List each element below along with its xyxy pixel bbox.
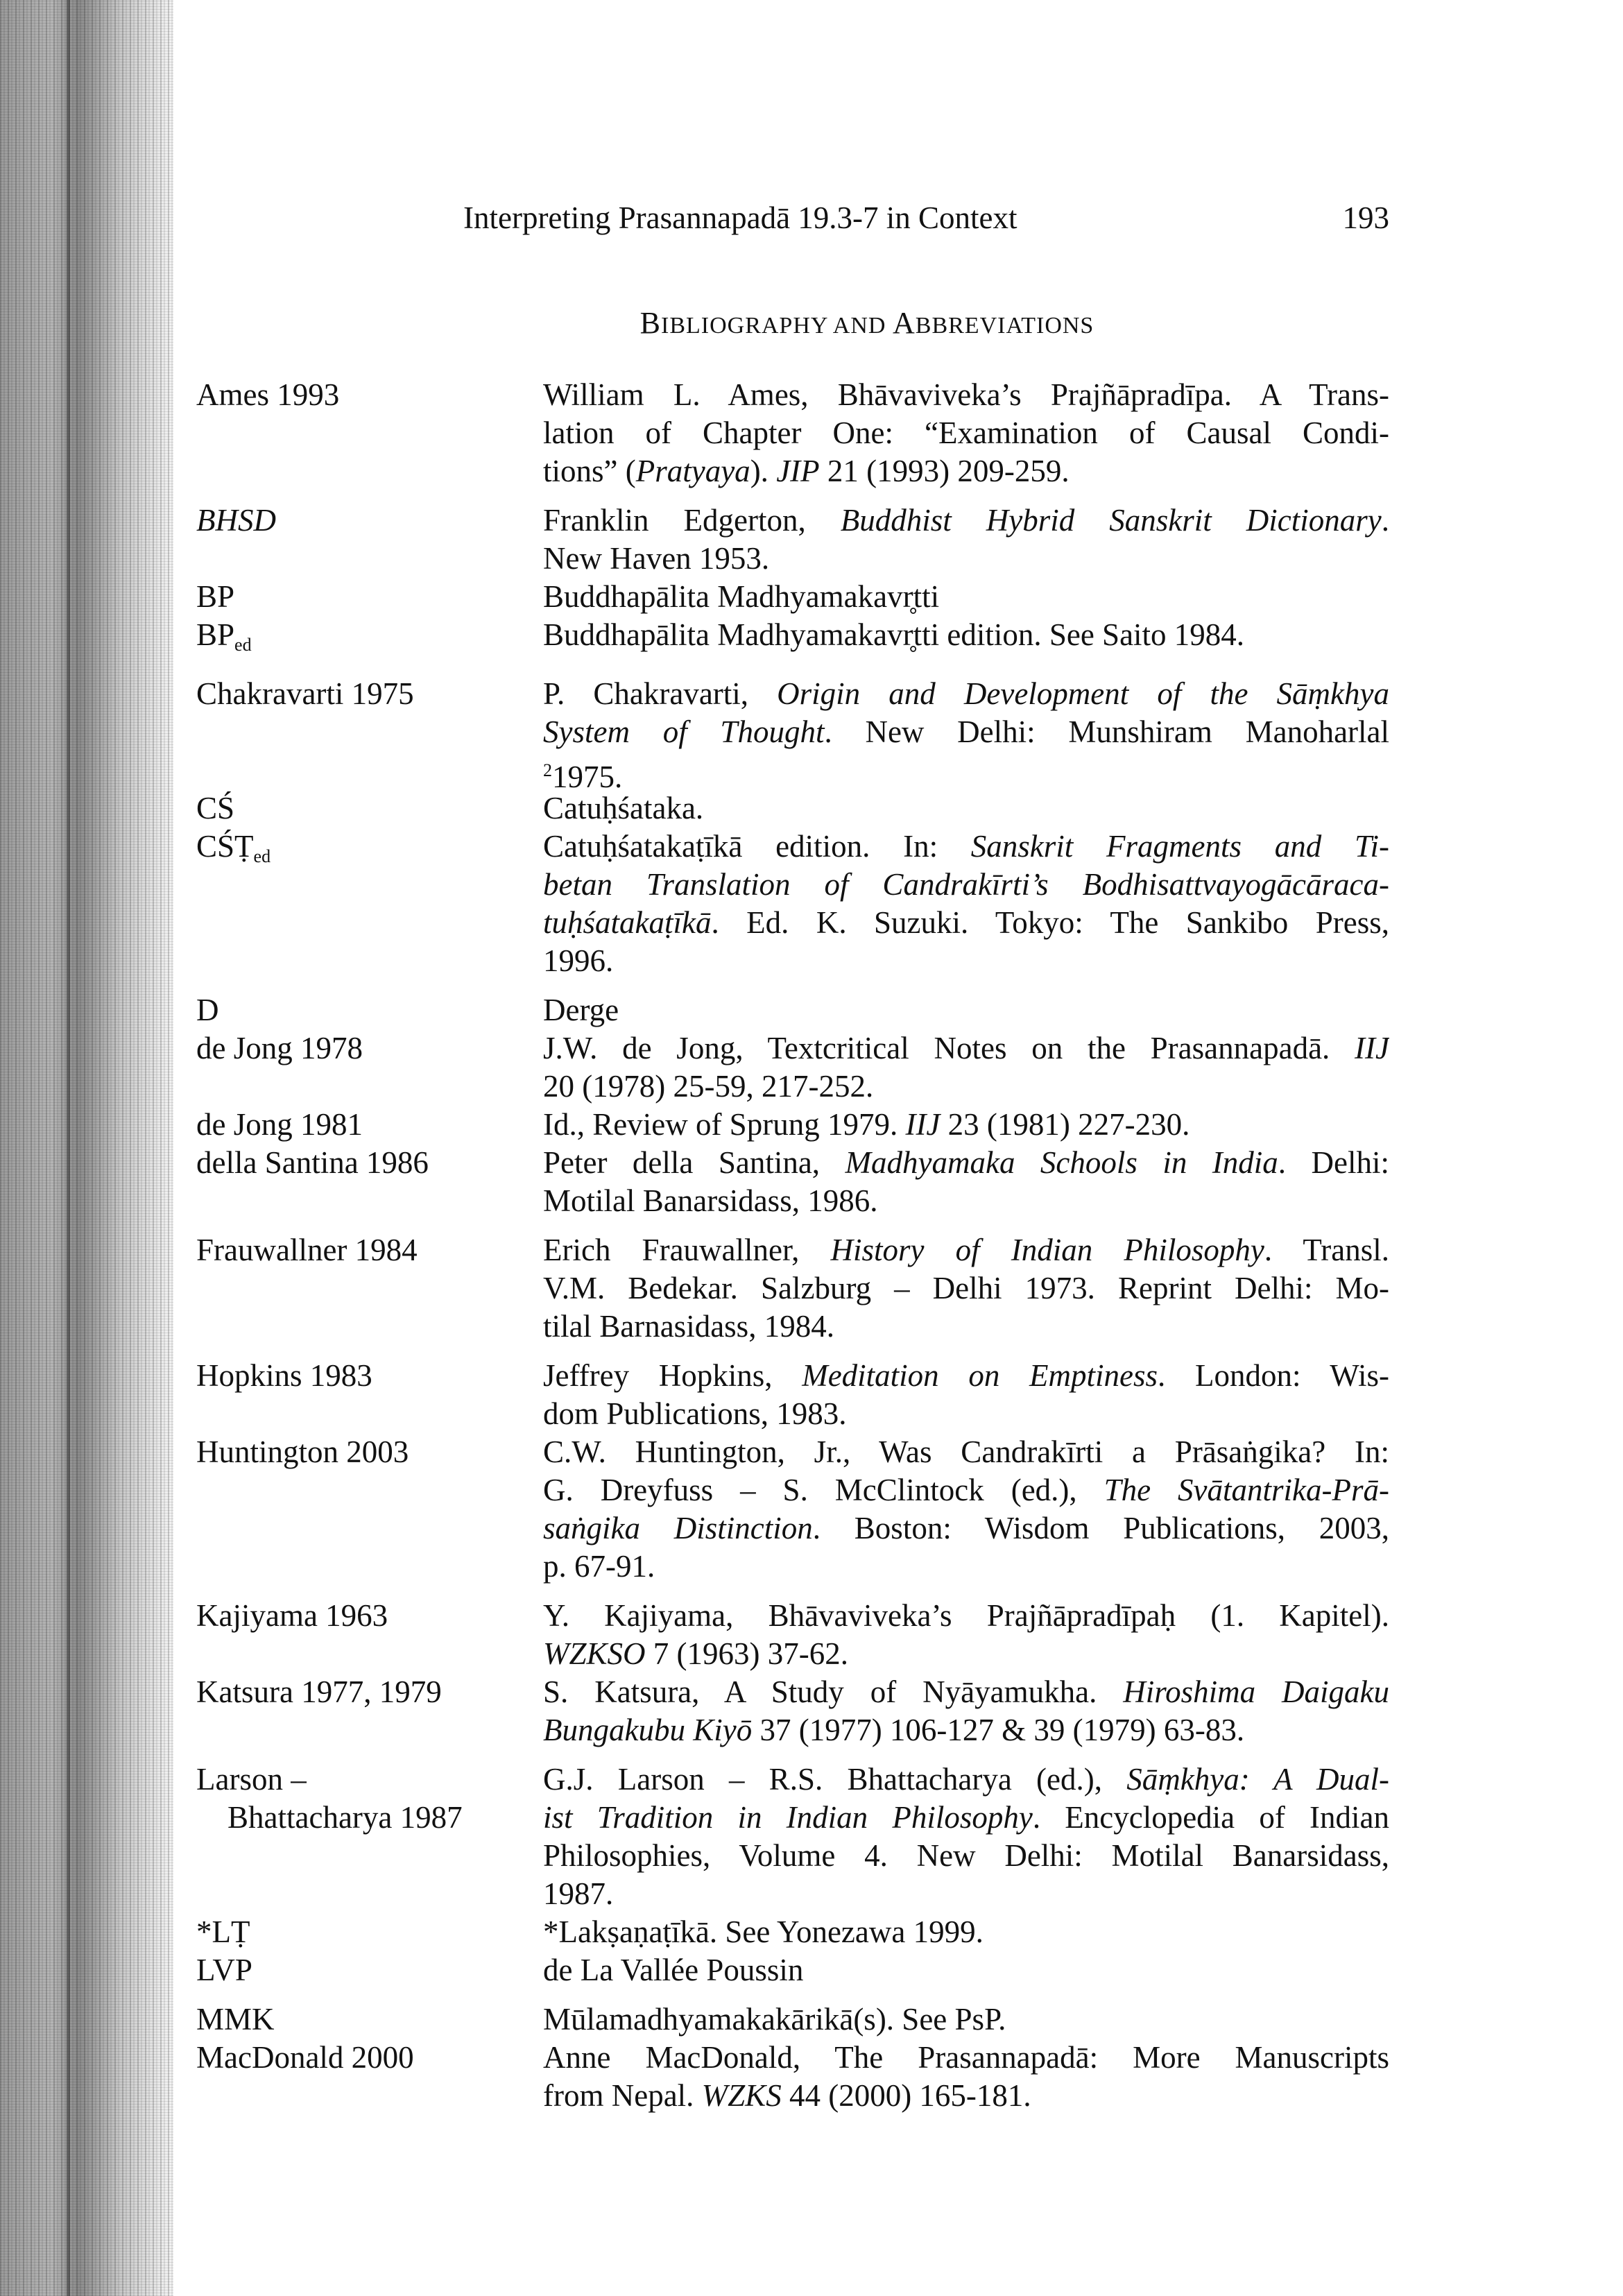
description-line [543,616,1389,654]
key-line [196,1144,543,1182]
text-segment: Buddhist Hybrid Sanskrit Dictionary [840,503,1382,538]
superscript: 2 [543,760,552,780]
text-segment: 21 (1993) 209-259. [819,454,1070,488]
key-line [196,578,543,616]
entry-description [543,1433,1389,1586]
text-segment: . Encyclopedia of Indian [1032,1800,1389,1835]
bib-entry [196,1951,1389,1989]
text-segment: V.M. Bedekar. Salzburg – Delhi 1973. Reprint Delhi: Mo- [543,1271,1389,1305]
text-segment: tuḥśatakaṭīkā [543,905,712,940]
description-line [543,1711,1389,1749]
description-line [543,452,1389,490]
text-segment: S. Katsura, A Study of Nyāyamukha. [543,1674,1124,1709]
description-line [543,1269,1389,1308]
entry-key [196,1673,543,1749]
description-line [543,1799,1389,1837]
description-line [543,942,1389,980]
bib-entry [196,1029,1389,1106]
entry-key [196,502,543,578]
entry-description [543,376,1389,490]
bib-entry [196,1760,1389,1913]
text-segment: ). [750,454,777,488]
key-line [196,376,543,414]
description-line [543,1837,1389,1875]
text-segment: History of Indian Philosophy [830,1233,1264,1267]
description-line [543,1433,1389,1471]
text-segment: 44 (2000) 165-181. [781,2078,1031,2113]
description-line [543,1182,1389,1220]
entry-key [196,616,543,664]
text-segment: New Haven 1953. [543,541,770,576]
text-segment: Hopkins 1983 [196,1358,372,1393]
key-line [196,1029,543,1068]
heading-part: BBREVIATIONS [915,313,1094,339]
text-segment: Ames 1993 [196,377,340,412]
text-segment: Sanskrit Fragments and Ti- [970,829,1389,864]
bib-entry [196,616,1389,664]
description-line [543,1308,1389,1346]
heading-part: B [639,306,661,340]
entry-description [543,1597,1389,1673]
text-segment: Jeffrey Hopkins, [543,1358,802,1393]
description-line [543,991,1389,1029]
text-segment: Katsura 1977, 1979 [196,1674,442,1709]
heading-part: A [892,306,916,340]
entry-key [196,675,543,789]
description-line [543,828,1389,866]
description-line [543,1395,1389,1433]
text-segment: Mūlamadhyamakakārikā(s). See PsP. [543,2002,1006,2037]
description-line [543,904,1389,942]
subscript: ed [234,635,252,655]
text-segment: dom Publications, 1983. [543,1396,847,1431]
bib-entry [196,578,1389,616]
key-line [196,1760,543,1799]
text-segment: . Boston: Wisdom Publications, 2003, [812,1511,1389,1545]
text-segment: MMK [196,2002,275,2037]
text-segment: Derge [543,993,619,1027]
text-segment: System of Thought [543,714,825,749]
text-segment: 1996. [543,943,614,978]
entry-description [543,1913,1389,1951]
key-line [196,991,543,1029]
bib-entry [196,502,1389,578]
text-segment: Philosophies, Volume 4. New Delhi: Motilal Banarsidass, [543,1838,1389,1873]
text-segment: . Delhi: [1278,1145,1389,1180]
key-line [196,1106,543,1144]
entry-key [196,2001,543,2039]
subscript: ed [253,846,271,866]
running-title: Interpreting Prasannapadā 19.3-7 in Context [463,200,1017,235]
text-segment: WZKSO [543,1636,646,1671]
text-segment: Chakravarti 1975 [196,676,414,711]
text-segment: Frauwallner 1984 [196,1233,418,1267]
bib-entry [196,1231,1389,1346]
description-line [543,1913,1389,1951]
text-segment: saṅgika Distinction [543,1511,813,1545]
text-segment: Motilal Banarsidass, 1986. [543,1183,878,1218]
text-segment: BP [196,579,235,614]
text-segment: Peter della Santina, [543,1145,845,1180]
description-line [543,1357,1389,1395]
entry-description [543,991,1389,1029]
text-segment: IIJ [1355,1031,1389,1065]
text-segment: . Transl. [1264,1233,1389,1267]
text-segment: *LṬ [196,1914,250,1949]
text-segment: de Jong 1981 [196,1107,363,1142]
description-line [543,1760,1389,1799]
text-segment: . New Delhi: Munshiram Manoharlal [824,714,1389,749]
key-line [196,2039,543,2077]
entry-description [543,1357,1389,1433]
text-segment: CŚ [196,791,235,825]
description-line [543,414,1389,452]
text-segment: Madhyamaka Schools in India [845,1145,1278,1180]
description-line [543,2001,1389,2039]
description-line [543,1951,1389,1989]
text-segment: 1975. [552,760,623,794]
key-line [196,1951,543,1989]
text-segment: Catuḥśataka. [543,791,704,825]
entry-description [543,789,1389,828]
bib-entry [196,2039,1389,2115]
bib-entry [196,828,1389,980]
text-segment: C.W. Huntington, Jr., Was Candrakīrti a Prāsaṅgika? In: [543,1434,1389,1469]
bib-entry [196,1144,1389,1220]
entry-key [196,1760,543,1913]
text-segment: Franklin Edgerton, [543,503,841,538]
bib-entry [196,1913,1389,1951]
entry-key [196,789,543,828]
entry-key [196,2039,543,2115]
text-segment: from Nepal. [543,2078,702,2113]
description-line [543,1068,1389,1106]
description-line [543,1673,1389,1711]
key-line [196,1231,543,1269]
section-heading-text [640,305,1094,341]
entry-key [196,1144,543,1220]
description-line [543,578,1389,616]
text-segment: G.J. Larson – R.S. Bhattacharya (ed.), [543,1762,1127,1797]
description-line [543,1144,1389,1182]
key-line [196,675,543,713]
description-line [543,1509,1389,1548]
bib-entry [196,1673,1389,1749]
text-segment: . [1381,503,1389,538]
description-line [543,1875,1389,1913]
text-segment: Origin and Development of the Sāṃkhya [777,676,1389,711]
text-segment: CŚṬ [196,829,254,864]
entry-description [543,1144,1389,1220]
bib-entry [196,789,1389,828]
text-segment: Catuḥśatakaṭīkā edition. In: [543,829,971,864]
description-line [543,2039,1389,2077]
entry-key [196,1231,543,1346]
bib-entry [196,675,1389,794]
text-segment: tilal Barnasidass, 1984. [543,1309,834,1344]
text-segment: tions” ( [543,454,636,488]
page-header [463,200,1389,241]
text-segment: Hiroshima Daigaku [1123,1674,1389,1709]
text-segment: Anne MacDonald, The Prasannapadā: More Manuscripts [543,2040,1389,2075]
text-segment: BP [196,617,235,652]
text-segment: della Santina 1986 [196,1145,429,1180]
entry-description [543,2039,1389,2115]
description-line [543,540,1389,578]
text-segment: Bungakubu Kiyō [543,1713,753,1747]
description-line [543,1231,1389,1269]
text-segment: Sāṃkhya: A Dual- [1126,1762,1389,1797]
description-line [543,713,1389,751]
key-line [196,2001,543,2039]
text-segment: Bhattacharya 1987 [227,1800,463,1835]
bib-entry [196,2001,1389,2039]
text-segment: . Ed. K. Suzuki. Tokyo: The Sankibo Press, [711,905,1389,940]
text-segment: BHSD [196,503,276,538]
text-segment: ist Tradition in Indian Philosophy [543,1800,1033,1835]
text-segment: *Lakṣaṇaṭīkā. See Yonezawa 1999. [543,1914,984,1949]
entry-description [543,2001,1389,2039]
text-segment: . London: Wis- [1158,1358,1389,1393]
entry-key [196,1433,543,1586]
text-segment: 37 (1977) 106-127 & 39 (1979) 63-83. [752,1713,1245,1747]
entry-description [543,675,1389,794]
entry-description [543,1673,1389,1749]
key-line [196,789,543,828]
description-line [543,1548,1389,1586]
bibliography-list [196,376,1389,2115]
text-segment: JIP [776,454,820,488]
text-segment: 23 (1981) 227-230. [940,1107,1190,1142]
entry-key [196,1357,543,1433]
key-line [196,1913,543,1951]
text-segment: MacDonald 2000 [196,2040,414,2075]
entry-description [543,1106,1389,1144]
key-line [196,1433,543,1471]
description-line [543,1106,1389,1144]
entry-key [196,376,543,490]
text-segment: Pratyaya [635,454,750,488]
page-number: 193 [1342,200,1389,235]
description-line [543,1029,1389,1068]
entry-description [543,578,1389,616]
bib-entry [196,1597,1389,1673]
text-segment: 20 (1978) 25-59, 217-252. [543,1069,874,1104]
key-line [196,1799,543,1837]
text-segment: de La Vallée Poussin [543,1953,804,1987]
bib-entry [196,376,1389,490]
heading-part: IBLIOGRAPHY AND [661,313,893,339]
text-segment: D [196,993,219,1027]
text-segment: Huntington 2003 [196,1434,409,1469]
entry-key [196,1029,543,1106]
entry-description [543,1760,1389,1913]
text-segment: Id., Review of Sprung 1979. [543,1107,906,1142]
entry-key [196,991,543,1029]
description-line [543,2077,1389,2115]
text-segment: 1987. [543,1876,614,1911]
description-line [543,675,1389,713]
text-segment: Erich Frauwallner, [543,1233,831,1267]
text-segment: WZKS [701,2078,782,2113]
entry-description [543,828,1389,980]
text-segment: Larson – [196,1762,307,1797]
entry-description [543,1951,1389,1989]
text-segment: P. Chakravarti, [543,676,778,711]
description-line [543,751,1389,794]
description-line [543,1597,1389,1635]
description-line [543,1635,1389,1673]
entry-description [543,1231,1389,1346]
bib-entry [196,1357,1389,1433]
description-line [543,376,1389,414]
entry-key [196,578,543,616]
text-segment: G. Dreyfuss – S. McClintock (ed.), [543,1473,1104,1507]
key-line [196,828,543,875]
scanned-page-edge [0,0,173,2296]
text-segment: Meditation on Emptiness [802,1358,1158,1393]
key-line [196,1597,543,1635]
description-line [543,1471,1389,1509]
text-segment: J.W. de Jong, Textcritical Notes on the Prasannapadā. [543,1031,1355,1065]
entry-description [543,502,1389,578]
section-heading [0,305,1623,341]
text-segment: de Jong 1978 [196,1031,363,1065]
text-segment: LVP [196,1953,252,1987]
key-line [196,1673,543,1711]
text-segment: 7 (1963) 37-62. [645,1636,848,1671]
text-segment: Buddhapālita Madhyamakavr̥tti edition. See Saito 1984. [543,617,1245,652]
description-line [543,502,1389,540]
bib-entry [196,1106,1389,1144]
bib-entry [196,991,1389,1029]
text-segment: p. 67-91. [543,1549,655,1584]
entry-key [196,1913,543,1951]
text-segment: betan Translation of Candrakīrti’s Bodhisattvayogācāraca- [543,867,1389,902]
text-segment: Y. Kajiyama, Bhāvaviveka’s Prajñāpradīpaḥ (1. Kapitel). [543,1598,1389,1633]
text-segment: The Svātantrika-Prā- [1104,1473,1389,1507]
entry-key [196,1106,543,1144]
key-line [196,1357,543,1395]
text-segment: IIJ [905,1107,941,1142]
text-segment: Buddhapālita Madhyamakavr̥tti [543,579,940,614]
description-line [543,789,1389,828]
description-line [543,866,1389,904]
bib-entry [196,1433,1389,1586]
entry-key [196,1951,543,1989]
text-segment: lation of Chapter One: “Examination of Causal Condi- [543,415,1389,450]
text-segment: William L. Ames, Bhāvaviveka’s Prajñāpradīpa. A Trans- [543,377,1389,412]
key-line [196,616,543,664]
text-segment: Kajiyama 1963 [196,1598,388,1633]
entry-key [196,1597,543,1673]
entry-description [543,1029,1389,1106]
key-line [196,502,543,540]
entry-key [196,828,543,980]
entry-description [543,616,1389,664]
